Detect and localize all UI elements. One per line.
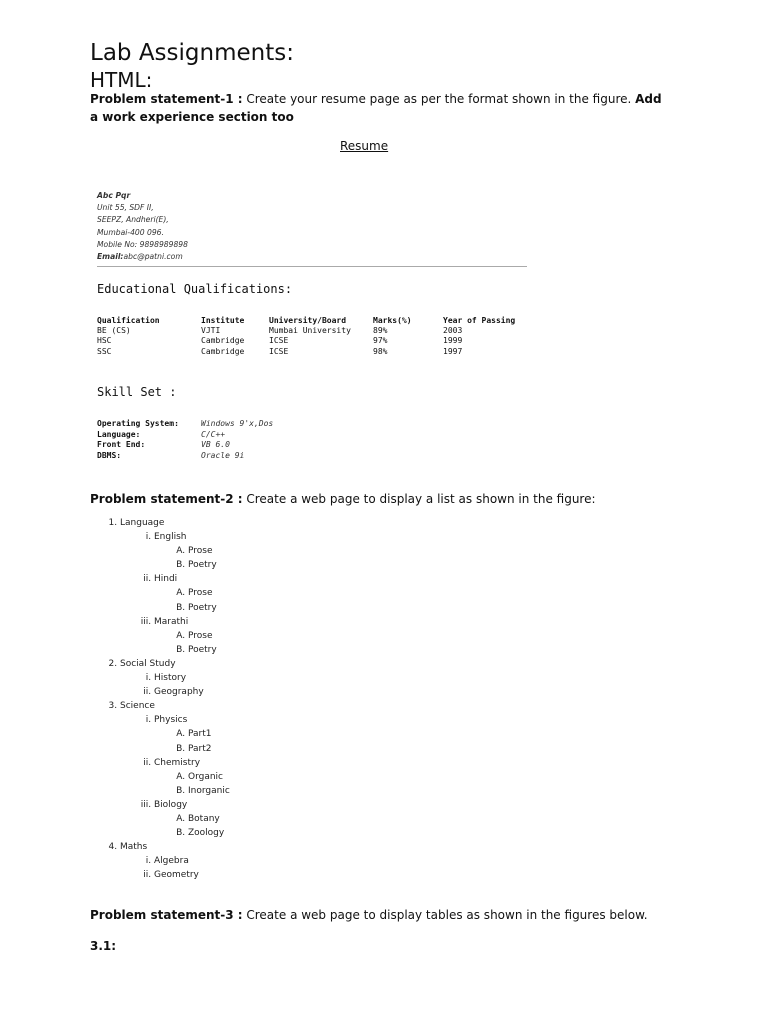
table-row [97, 347, 515, 357]
resume-contact [97, 190, 188, 263]
list-item: i. Algebra [154, 854, 230, 868]
skill-row [97, 430, 273, 441]
skills-table [97, 419, 273, 462]
table-cell: 1999 [443, 336, 463, 346]
resume-name: Abc Pqr [97, 191, 131, 200]
skill-key: Language: [97, 429, 141, 439]
skill-value: Oracle 9i [201, 451, 245, 461]
list-item: 2. Social Study i. History ii. Geography [120, 657, 230, 699]
list-item: ii. Geometry [154, 868, 230, 882]
list-item: ii. Geography [154, 685, 230, 699]
email-label: Email: [97, 252, 124, 262]
table-row [97, 336, 515, 346]
column-header: Marks(%) [373, 316, 412, 325]
list-item: B. Poetry [188, 601, 230, 615]
list-item: 4. Maths i. Algebra ii. Geometry [120, 840, 230, 882]
table-cell: Cambridge [201, 346, 245, 356]
ps3-text: Create a web page to display tables as shown in the figures below. [242, 908, 648, 922]
skill-key: Operating System: [97, 419, 179, 428]
ps2-text: Create a web page to display a list as shown in the figure: [242, 492, 596, 506]
skill-key: Front End: [97, 440, 146, 450]
divider [97, 266, 527, 267]
list-item: i. Physics A. Part1 B. Part2 [154, 713, 230, 755]
table-cell: Mumbai University [269, 326, 351, 336]
list-item: 1. Language i. English A. Prose B. Poetry ii. Hindi A. Prose B. Poetry iii. Marathi A. Prose B. Poetry [120, 516, 230, 657]
table-cell: SSC [97, 346, 112, 356]
list-item: ii. Chemistry A. Organic B. Inorganic [154, 756, 230, 798]
ps2-label: Problem statement-2 : [90, 492, 243, 506]
ps3-label: Problem statement-3 : [90, 908, 243, 922]
email-line [97, 251, 188, 263]
table-cell: ICSE [269, 336, 289, 346]
list-item: iii. Marathi A. Prose B. Poetry [154, 615, 230, 657]
ps1-text: Create your resume page as per the format shown in the figure. [242, 92, 636, 106]
skill-key: DBMS: [97, 451, 122, 461]
table-cell: 97% [373, 336, 388, 346]
list-item: iii. Biology A. Botany B. Zoology [154, 798, 230, 840]
list-item: A. Prose [188, 544, 230, 558]
address-line: SEEPZ, Andheri(E), [97, 215, 169, 225]
skill-row [97, 451, 273, 462]
section-heading-html: HTML: [90, 68, 153, 92]
ps1-bold-tail: Add a work experience section too [90, 92, 662, 124]
education-heading: Educational Qualifications: [97, 282, 293, 296]
column-header: University/Board [269, 316, 347, 325]
table-cell: VJTI [201, 326, 221, 336]
table-cell: 89% [373, 326, 388, 336]
page-title: Lab Assignments: [90, 40, 294, 66]
education-table [97, 316, 515, 357]
subsection-3-1: 3.1: [90, 939, 117, 953]
address-line: Unit 55, SDF II, [97, 203, 154, 213]
column-header: Institute [201, 316, 245, 325]
mobile-line: Mobile No: 9898989898 [97, 239, 188, 249]
table-cell: 2003 [443, 326, 463, 336]
column-header: Year of Passing [443, 316, 516, 325]
address-line: Mumbai-400 096. [97, 227, 164, 237]
problem-statement-1 [90, 90, 670, 126]
table-cell: 1997 [443, 346, 463, 356]
list-item: A. Botany [188, 812, 230, 826]
table-cell: HSC [97, 336, 112, 346]
list-item: A. Prose [188, 586, 230, 600]
list-item: ii. Hindi A. Prose B. Poetry [154, 572, 230, 614]
resume-title: Resume [340, 139, 389, 153]
list-item: B. Part2 [188, 742, 230, 756]
problem-statement-3 [90, 906, 670, 924]
table-cell: BE (CS) [97, 326, 131, 336]
table-row [97, 326, 515, 336]
nested-list [120, 516, 230, 882]
skill-value: VB 6.0 [201, 440, 230, 450]
email-value: abc@patni.com [123, 252, 183, 262]
table-cell: ICSE [269, 346, 289, 356]
skill-value: Windows 9'x,Dos [201, 419, 274, 428]
skill-set-heading: Skill Set : [97, 385, 177, 399]
skill-row [97, 440, 273, 451]
list-item: B. Zoology [188, 826, 230, 840]
list-item: i. History [154, 671, 230, 685]
list-item: B. Inorganic [188, 784, 230, 798]
table-cell: 98% [373, 346, 388, 356]
list-item: i. English A. Prose B. Poetry [154, 530, 230, 572]
list-item: A. Organic [188, 770, 230, 784]
list-item: B. Poetry [188, 558, 230, 572]
skill-value: C/C++ [201, 429, 226, 439]
list-item: A. Prose [188, 629, 230, 643]
table-header-row [97, 316, 515, 326]
list-item: A. Part1 [188, 727, 230, 741]
problem-statement-2 [90, 490, 670, 508]
skill-row [97, 419, 273, 430]
list-item: 3. Science i. Physics A. Part1 B. Part2 ii. Chemistry A. Organic B. Inorganic iii. Biology A. Botany B. Zoology [120, 699, 230, 840]
table-cell: Cambridge [201, 336, 245, 346]
ps1-label: Problem statement-1 : [90, 92, 243, 106]
column-header: Qualification [97, 316, 160, 325]
list-item: B. Poetry [188, 643, 230, 657]
